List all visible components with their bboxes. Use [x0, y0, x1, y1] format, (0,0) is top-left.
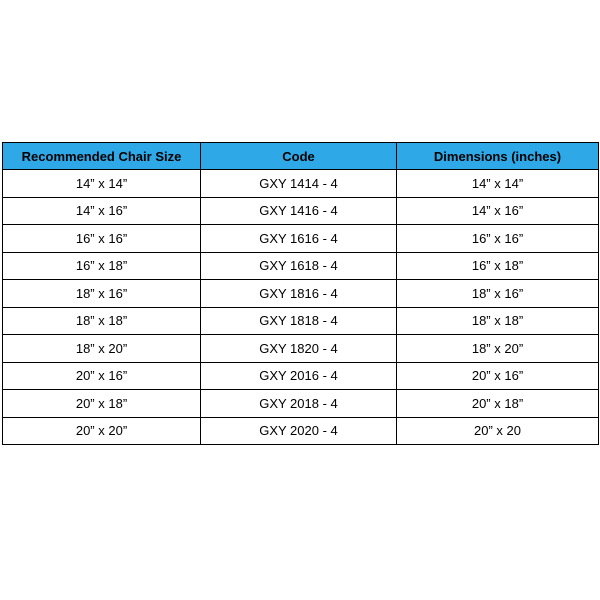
- dimensions-cell: 16” x 16”: [397, 225, 599, 253]
- chair-size-cell: 14” x 14”: [3, 170, 201, 198]
- code-cell: GXY 1616 - 4: [201, 225, 397, 253]
- table-row: [3, 307, 599, 335]
- chair-size-cell: 18” x 20”: [3, 335, 201, 363]
- table-row: [3, 252, 599, 280]
- table-row: [3, 197, 599, 225]
- table-row: [3, 280, 599, 308]
- chair-size-cell: 18” x 18”: [3, 307, 201, 335]
- code-cell: GXY 2020 - 4: [201, 417, 397, 445]
- table-row: [3, 225, 599, 253]
- dimensions-cell: 20” x 16”: [397, 362, 599, 390]
- code-cell: GXY 1416 - 4: [201, 197, 397, 225]
- dimensions-cell: 18” x 18”: [397, 307, 599, 335]
- dimensions-cell: 18” x 16”: [397, 280, 599, 308]
- chair-size-cell: 20” x 18”: [3, 390, 201, 418]
- table-row: [3, 335, 599, 363]
- dimensions-cell: 18” x 20”: [397, 335, 599, 363]
- chair-size-cell: 16” x 16”: [3, 225, 201, 253]
- dimensions-cell: 14” x 16”: [397, 197, 599, 225]
- table-row: [3, 170, 599, 198]
- table-body: [3, 170, 599, 445]
- header-recommended-chair-size: Recommended Chair Size: [3, 143, 201, 170]
- dimensions-cell: 20” x 20: [397, 417, 599, 445]
- table-row: [3, 417, 599, 445]
- chair-size-cell: 20” x 16”: [3, 362, 201, 390]
- chair-size-cell: 18” x 16”: [3, 280, 201, 308]
- chair-size-cell: 20” x 20”: [3, 417, 201, 445]
- table-header: [3, 143, 599, 170]
- chair-size-cell: 16” x 18”: [3, 252, 201, 280]
- table-row: [3, 362, 599, 390]
- dimensions-cell: 20” x 18”: [397, 390, 599, 418]
- dimensions-cell: 16” x 18”: [397, 252, 599, 280]
- dimensions-cell: 14” x 14”: [397, 170, 599, 198]
- code-cell: GXY 1820 - 4: [201, 335, 397, 363]
- code-cell: GXY 2018 - 4: [201, 390, 397, 418]
- header-code: Code: [201, 143, 397, 170]
- header-dimensions: Dimensions (inches): [397, 143, 599, 170]
- code-cell: GXY 1818 - 4: [201, 307, 397, 335]
- code-cell: GXY 2016 - 4: [201, 362, 397, 390]
- header-row: [3, 143, 599, 170]
- code-cell: GXY 1414 - 4: [201, 170, 397, 198]
- chair-size-cell: 14” x 16”: [3, 197, 201, 225]
- chair-size-table: [2, 142, 599, 445]
- code-cell: GXY 1618 - 4: [201, 252, 397, 280]
- table-row: [3, 390, 599, 418]
- code-cell: GXY 1816 - 4: [201, 280, 397, 308]
